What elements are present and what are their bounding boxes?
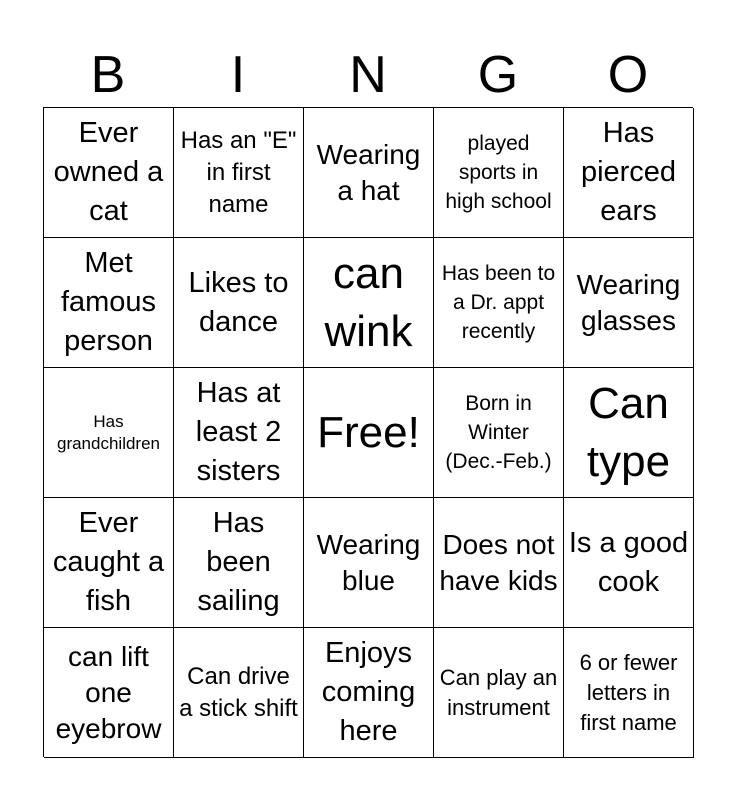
bingo-cell[interactable]	[174, 368, 304, 498]
cell-text: Can type	[586, 378, 671, 486]
bingo-cell[interactable]	[434, 368, 564, 498]
bingo-cell[interactable]	[564, 628, 694, 758]
bingo-grid	[43, 107, 693, 757]
header-letter-i: I	[230, 46, 246, 104]
bingo-cell[interactable]	[564, 108, 694, 238]
bingo-cell[interactable]	[44, 108, 174, 238]
bingo-cell[interactable]	[434, 238, 564, 368]
bingo-cell[interactable]	[564, 368, 694, 498]
cell-text: Wearing blue	[316, 528, 421, 596]
cell-text: Has grandchildren	[56, 411, 160, 453]
cell-text: Can play an instrument	[439, 664, 558, 720]
cell-text: Ever caught a fish	[52, 507, 165, 617]
bingo-cell[interactable]	[304, 108, 434, 238]
cell-text: Likes to dance	[188, 266, 289, 338]
cell-text: Wearing a hat	[316, 138, 421, 206]
cell-text: Can drive a stick shift	[179, 662, 298, 722]
bingo-cell[interactable]	[304, 628, 434, 758]
header-letter-b: B	[90, 46, 126, 104]
cell-text: Wearing glasses	[576, 268, 681, 336]
cell-text: Has pierced ears	[580, 117, 677, 227]
bingo-cell[interactable]	[174, 238, 304, 368]
cell-text: Has been sailing	[197, 507, 280, 617]
bingo-cell[interactable]	[564, 238, 694, 368]
bingo-cell[interactable]	[174, 108, 304, 238]
bingo-cell[interactable]	[44, 238, 174, 368]
cell-text: can wink	[324, 248, 413, 356]
bingo-cell[interactable]	[304, 238, 434, 368]
bingo-cell[interactable]	[44, 498, 174, 628]
bingo-header	[43, 44, 693, 106]
cell-text: Has an "E" in first name	[180, 126, 297, 218]
header-letter-n: N	[349, 46, 387, 104]
bingo-cell[interactable]	[304, 498, 434, 628]
bingo-cell[interactable]	[44, 368, 174, 498]
bingo-cell[interactable]	[44, 628, 174, 758]
cell-text: Met famous person	[60, 247, 157, 357]
bingo-cell[interactable]	[174, 628, 304, 758]
cell-text: 6 or fewer letters in first name	[579, 649, 678, 735]
cell-text: Enjoys coming here	[321, 637, 416, 747]
cell-text: played sports in high school	[445, 132, 552, 213]
bingo-cell[interactable]	[174, 498, 304, 628]
header-letter-g: G	[477, 46, 519, 104]
free-space-cell[interactable]	[304, 368, 434, 498]
cell-text: Has been to a Dr. appt recently	[441, 262, 556, 343]
cell-text: Has at least 2 sisters	[195, 377, 282, 487]
cell-text: can lift one eyebrow	[55, 640, 162, 744]
bingo-cell[interactable]	[434, 108, 564, 238]
bingo-cell[interactable]	[564, 498, 694, 628]
cell-text: Ever owned a cat	[53, 117, 164, 227]
cell-text: Free!	[317, 407, 420, 457]
bingo-cell[interactable]	[434, 498, 564, 628]
cell-text: Born in Winter (Dec.-Feb.)	[445, 392, 552, 473]
header-letter-o: O	[607, 46, 649, 104]
bingo-cell[interactable]	[434, 628, 564, 758]
cell-text: Does not have kids	[439, 528, 558, 596]
cell-text: Is a good cook	[568, 526, 689, 598]
